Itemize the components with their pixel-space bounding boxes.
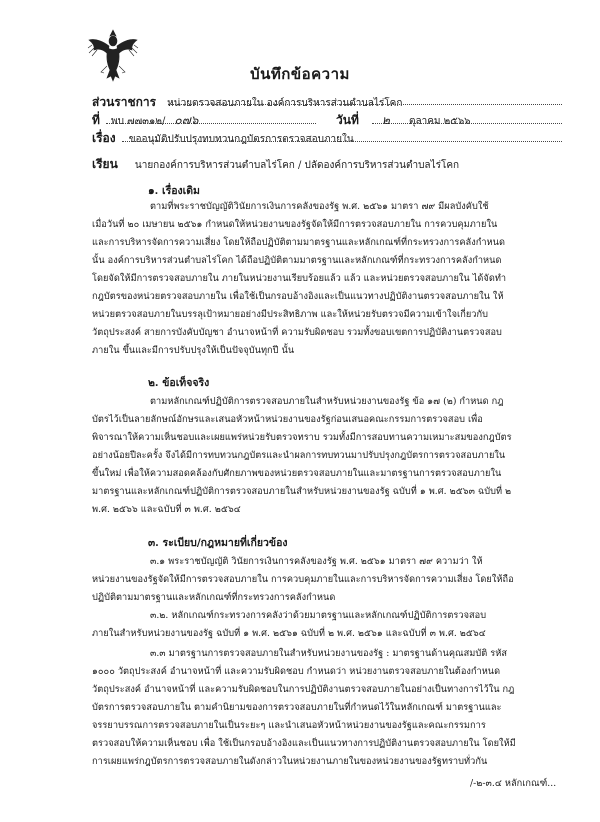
to-value: นายกองค์การบริหารส่วนตำบลไร่โคก / ปลัดองค์การบริหารส่วนตำบลไร่โคก — [134, 160, 460, 171]
section-3-line: บัตรการตรวจสอบภายใน ตามคำนิยามของการตรวจสอบภายในที่กำหนดไว้ในหลักเกณฑ์ มาตรฐานและ — [92, 702, 502, 713]
subject-label: เรื่อง — [92, 131, 116, 145]
section-3-line: การเผยแพร่กฎบัตรการตรวจสอบภายในดังกล่าวในหน่วยงานภายในของหน่วยงานของรัฐทราบทั่วกัน — [92, 756, 488, 767]
section-3-line: ๓.๒. หลักเกณฑ์กระทรวงการคลังว่าด้วยมาตรฐานและหลักเกณฑ์ปฏิบัติการตรวจสอบ — [150, 610, 487, 621]
to-label: เรียน — [92, 157, 118, 171]
date-dotline — [372, 123, 562, 124]
reference-label: ที่ — [92, 113, 100, 127]
subject-row — [92, 127, 354, 148]
section-2-line: พิจารณาให้ความเห็นชอบและเผยแพร่หน่วยรับตรวจทราบ รวมทั้งมีการสอบทานความเหมาะสมของกฎบัตร — [92, 432, 512, 443]
to-row — [92, 153, 459, 174]
section-1-line: เมื่อวันที่ ๒๐ เมษายน ๒๕๖๑ กำหนดให้หน่วยงานของรัฐจัดให้มีการตรวจสอบภายใน การควบคุมภายใน — [92, 219, 498, 230]
section-3-line: วัตถุประสงค์ อำนาจหน้าที่ และความรับผิดชอบในการปฏิบัติงานตรวจสอบภายในอย่างเป็นทางการไว้ใน กฎ — [92, 684, 515, 695]
section-1-line: กฎบัตรของหน่วยตรวจสอบภายใน เพื่อใช้เป็นกรอบอ้างอิงและเป็นแนวทางปฏิบัติงานตรวจสอบภายใน ให้ — [92, 291, 504, 302]
section-2-line: มาตรฐานและหลักเกณฑ์ปฏิบัติการตรวจสอบภายในสำหรับหน่วยงานของรัฐ ฉบับที่ ๑ พ.ศ. ๒๕๖๓ ฉบับที่ ๒ — [92, 486, 512, 497]
agency-value: หน่วยตรวจสอบภายใน องค์การบริหารส่วนตำบลไร่โคก — [167, 98, 403, 109]
section-1-line: โดยจัดให้มีการตรวจสอบภายใน ภายในหน่วยงานเรียบร้อยแล้ว แล้ว และหน่วยตรวจสอบภายใน ได้จัดทำ — [92, 273, 507, 284]
section-3-line: ปฏิบัติตามมาตรฐานและหลักเกณฑ์ที่กระทรวงการคลังกำหนด — [92, 592, 336, 603]
section-1-line: วัตถุประสงค์ สายการบังคับบัญชา อำนาจหน้าที่ ความรับผิดชอบ รวมทั้งขอบเขตการปฏิบัติงานตรวจสอบ — [92, 327, 502, 338]
subject-value: ขออนุมัติปรับปรุงทบทวนกฎบัตรการตรวจสอบภายใน — [128, 134, 354, 145]
date-value: ตุลาคม ๒๕๖๖ — [408, 116, 471, 127]
section-3-line: จรรยาบรรณการตรวจสอบภายในเป็นระยะๆ และนำเสนอหัวหน้าหน่วยงานของรัฐและคณะกรรมการ — [92, 720, 486, 731]
section-2-line: ขึ้นใหม่ เพื่อให้ความสอดคล้องกับศักยภาพของหน่วยตรวจสอบภายในและมาตรฐานการตรวจสอบภายใน — [92, 468, 502, 479]
section-1-line: ภายใน ขึ้นและมีการปรับปรุงให้เป็นปัจจุบันทุกปี นั้น — [92, 345, 295, 356]
section-2-title: ๒. ข้อเท็จจริง — [148, 377, 210, 389]
section-3-line: ๑๐๐๐ วัตถุประสงค์ อำนาจหน้าที่ และความรับผิดชอบ กำหนดว่า หน่วยงานตรวจสอบภายในต้องกำหนด — [92, 666, 501, 677]
reference-dotline — [106, 123, 316, 124]
memo-title: บันทึกข้อความ — [250, 65, 350, 83]
section-3-line: ตรวจสอบให้ความเห็นชอบ เพื่อ ใช้เป็นกรอบอ้างอิงและเป็นแนวทางการปฏิบัติงานตรวจสอบภายใน โดยให้มี — [92, 738, 516, 749]
section-3-title: ๓. ระเบียบ/กฎหมายที่เกี่ยวข้อง — [148, 537, 288, 549]
section-3-line: ภายในสำหรับหน่วยงานของรัฐ ฉบับที่ ๑ พ.ศ. ๒๕๖๑ ฉบับที่ ๒ พ.ศ. ๒๕๖๑ และฉบับที่ ๓ พ.ศ. ๒๕๖๔ — [92, 628, 486, 639]
section-3-line: ๓.๑ พระราชบัญญัติ วินัยการเงินการคลังของรัฐ พ.ศ. ๒๕๖๑ มาตรา ๗๙ ความว่า ให้ — [150, 556, 483, 567]
reference-number: พบ ๗๗๓๑๒/ — [111, 116, 166, 127]
agency-label: ส่วนราชการ — [92, 95, 157, 109]
section-3-line: ๓.๓ มาตรฐานการตรวจสอบภายในสำหรับหน่วยงานของรัฐ : มาตรฐานด้านคุณสมบัติ รหัส — [150, 648, 507, 659]
date-row — [336, 109, 471, 130]
section-2-line: พ.ศ. ๒๕๖๖ และฉบับที่ ๓ พ.ศ. ๒๕๖๔ — [92, 504, 241, 515]
continuation-note: /-๒-๓.๔ หลักเกณฑ์... — [470, 778, 557, 789]
section-2-line: ตามหลักเกณฑ์ปฏิบัติการตรวจสอบภายในสำหรับหน่วยงานของรัฐ ข้อ ๑๗ (๒) กำหนด กฎ — [150, 396, 504, 407]
section-1-line: ตามที่พระราชบัญญัติวินัยการเงินการคลังของรัฐ พ.ศ. ๒๕๖๑ มาตรา ๗๙ มีผลบังคับใช้ — [150, 201, 489, 212]
section-1-title: ๑. เรื่องเดิม — [148, 185, 200, 197]
section-1-line: นั้น องค์การบริหารส่วนตำบลไร่โคก ได้ถือปฏิบัติตามมาตรฐานและหลักเกณฑ์ที่กระทรวงการคลังกำหนด — [92, 255, 502, 266]
section-2-line: อย่างน้อยปีละครั้ง จึงได้มีการทบทวนกฎบัตรและนำผลการทบทวนมาปรับปรุงกฎบัตรการตรวจสอบภายใน — [92, 450, 506, 461]
agency-dotline — [168, 104, 562, 105]
section-1-line: หน่วยตรวจสอบภายในบรรลุเป้าหมายอย่างมีประสิทธิภาพ และให้หน่วยรับตรวจมีความเข้าใจเกี่ยวกับ — [92, 309, 488, 320]
subject-dotline — [122, 141, 562, 142]
date-day-handwritten: ๒ — [381, 113, 390, 127]
section-1-line: และการบริหารจัดการความเสี่ยง โดยให้ถือปฏิบัติตามมาตรฐานและหลักเกณฑ์ที่กระทรวงการคลังกำหนด — [92, 237, 505, 248]
section-2-line: บัตรไว้เป็นลายลักษณ์อักษรและเสนอหัวหน้าหน่วยงานของรัฐก่อนเสนอคณะกรรมการตรวจสอบ เพื่อ — [92, 414, 483, 425]
section-3-line: หน่วยงานของรัฐจัดให้มีการตรวจสอบภายใน การควบคุมภายในและการบริหารจัดการความเสี่ยง โดยให้ถือ — [92, 574, 514, 585]
reference-handwritten: ๐๗๖ — [174, 113, 199, 127]
date-label: วันที่ — [336, 113, 359, 127]
